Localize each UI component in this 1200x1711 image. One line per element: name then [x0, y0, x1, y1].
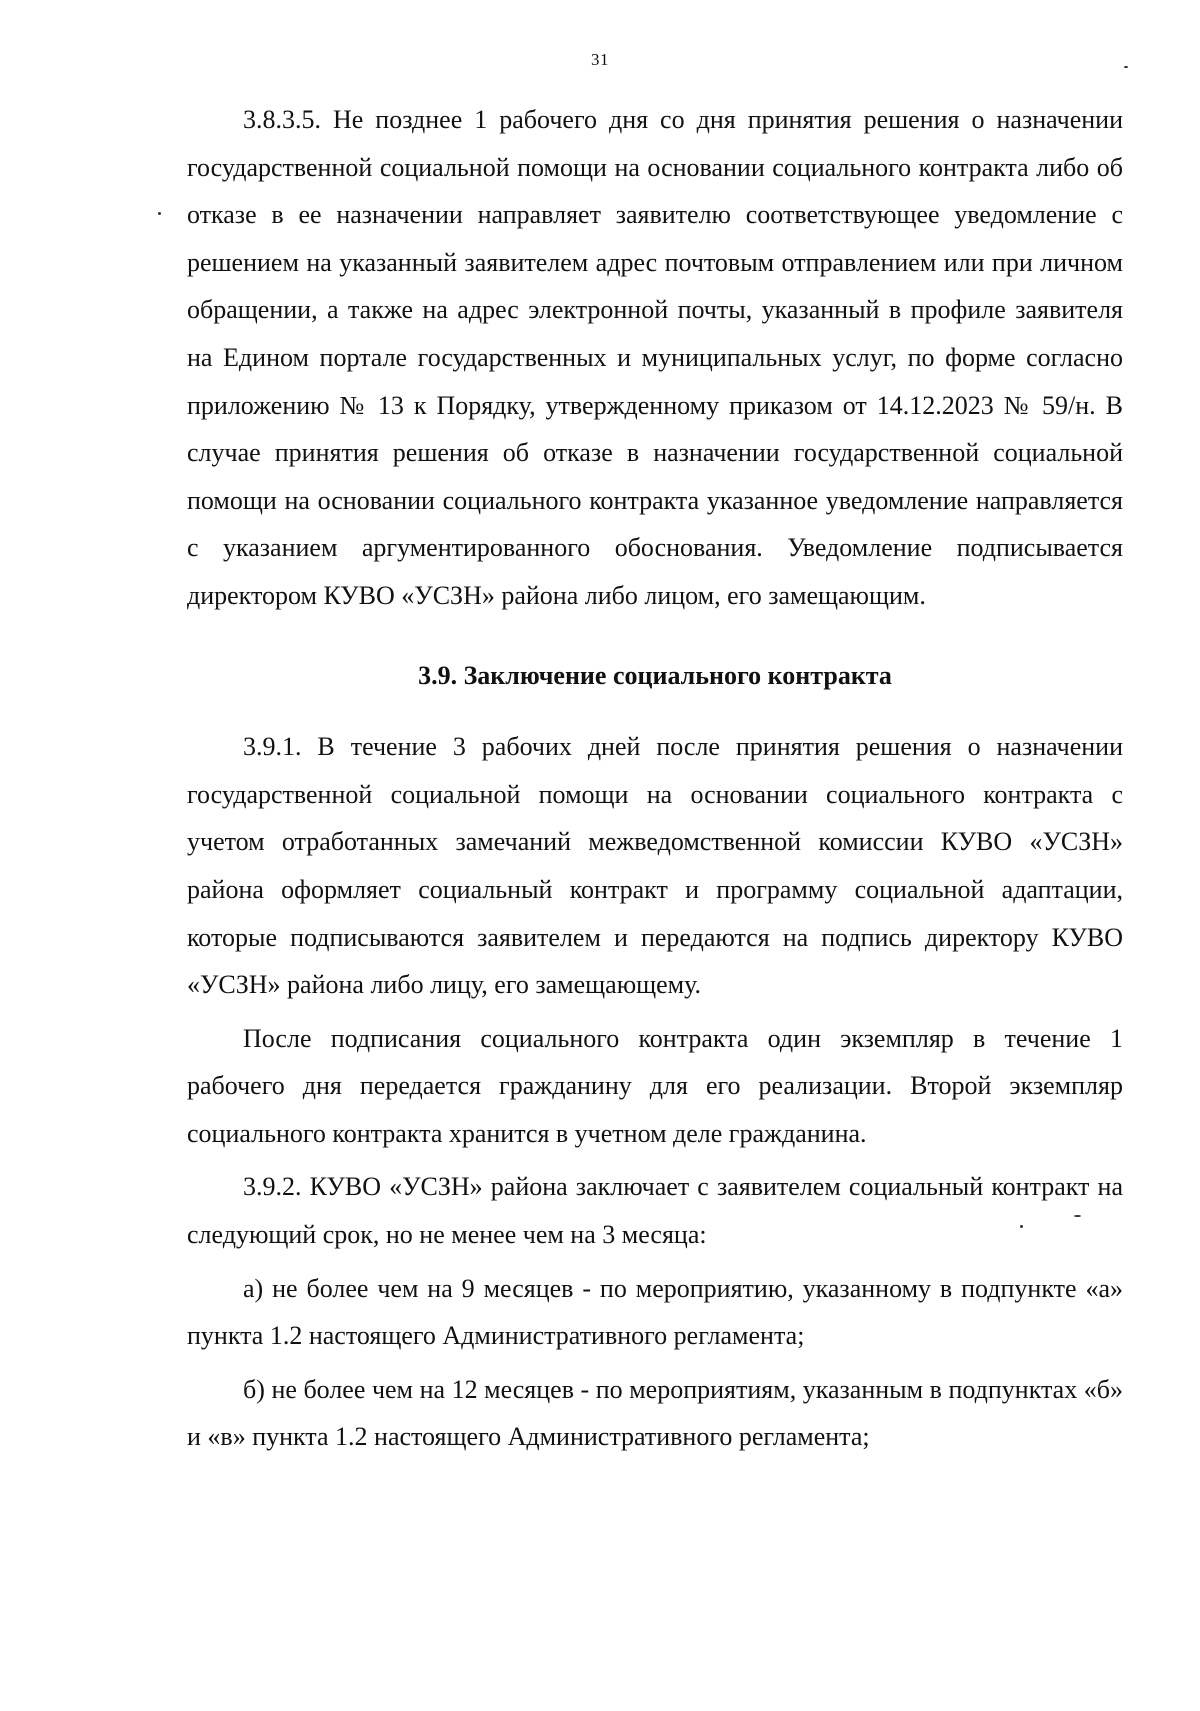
list-item-a: а) не более чем на 9 месяцев - по мероприятию, указанному в подпункте «а» пункта 1.2 настоящего Административного регламента; [187, 1273, 1123, 1351]
section-heading-3-9: 3.9. Заключение социального контракта [418, 660, 892, 690]
scan-speck [1124, 66, 1128, 68]
paragraph-3-9-2: 3.9.2. КУВО «УСЗН» района заключает с заявителем социальный контракт на следующий срок, но не менее чем на 3 месяца: [187, 1172, 1123, 1250]
document-body [187, 96, 1123, 1461]
scan-speck [158, 212, 161, 215]
page-number: 31 [591, 50, 609, 69]
scan-speck [1074, 1215, 1081, 1217]
paragraph-after-signing: После подписания социального контракта один экземпляр в течение 1 рабочего дня передается гражданину для его реализации. Второй экземпляр социального контракта хранится в учетном деле гражданина. [187, 1023, 1123, 1148]
paragraph-3-8-3-5: 3.8.3.5. Не позднее 1 рабочего дня со дня принятия решения о назначении государственной социальной помощи на основании социального контракта либо об отказе в ее назначении направляет заявителю соответствующее уведомление с решением на указанный заявителем адрес почтовым отправлением или при личном обращении, а также на адрес электронной почты, указанный в профиле заявителя на Едином портале государственных и муниципальных услуг, по форме согласно приложению № 13 к Порядку, утвержденному приказом от 14.12.2023 № 59/н. В случае принятия решения об отказе в назначении государственной социальной помощи на основании социального контракта указанное уведомление направляется с указанием аргументированного обоснования. Уведомление подписывается директором КУВО «УСЗН» района либо лицом, его замещающим. [187, 105, 1123, 610]
paragraph-3-9-1: 3.9.1. В течение 3 рабочих дней после принятия решения о назначении государственной социальной помощи на основании социального контракта с учетом отработанных замечаний межведомственной комиссии КУВО «УСЗН» района оформляет социальный контракт и программу социальной адаптации, которые подписываются заявителем и передаются на подпись директору КУВО «УСЗН» района либо лицу, его замещающему. [187, 732, 1123, 1000]
list-item-b: б) не более чем на 12 месяцев - по мероприятиям, указанным в подпунктах «б» и «в» пункта 1.2 настоящего Административного регламента; [187, 1374, 1123, 1452]
scan-speck [1020, 1225, 1023, 1228]
